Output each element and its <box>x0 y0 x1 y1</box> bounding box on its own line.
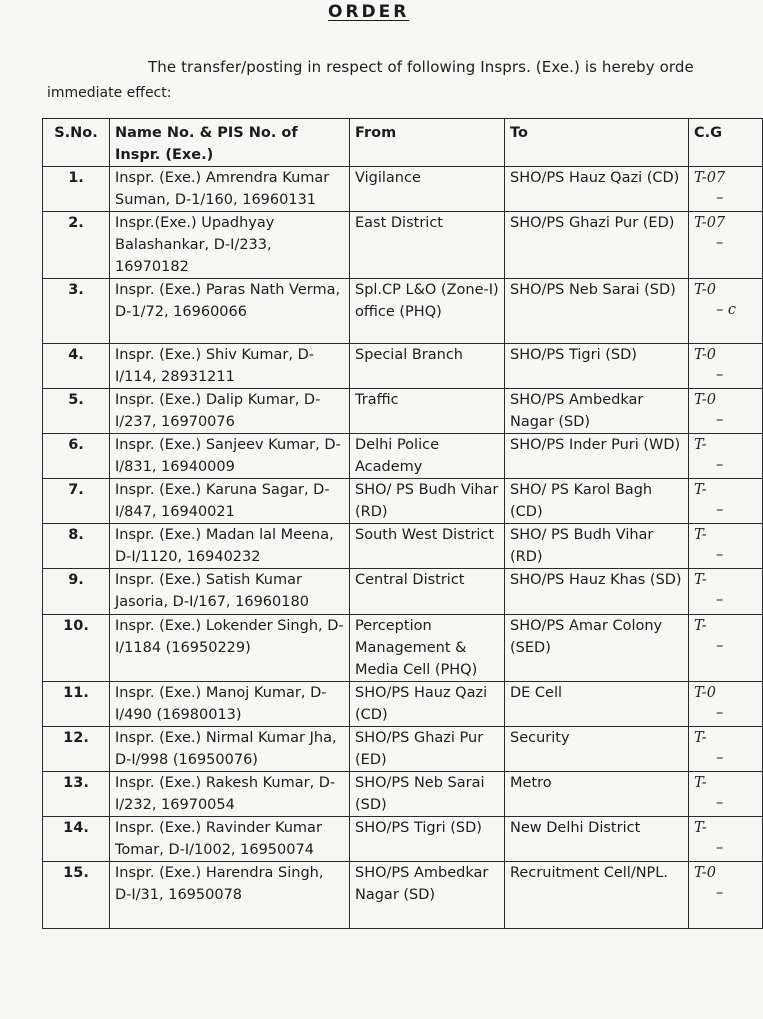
cell-sno: 12. <box>43 727 110 772</box>
cg-line-2: – <box>716 235 724 251</box>
cell-sno: 15. <box>43 862 110 929</box>
cell-to: New Delhi District <box>505 817 689 862</box>
table-row <box>43 167 763 212</box>
cg-line-2: – <box>716 190 724 206</box>
intro-text: The transfer/posting in respect of following Insprs. (Exe.) is hereby orde <box>148 58 694 76</box>
cg-line-1: T-07 <box>694 215 726 231</box>
cell-sno: 2. <box>43 212 110 279</box>
column-header-from: From <box>350 119 505 167</box>
cell-name: Inspr. (Exe.) Paras Nath Verma, D-1/72, 16960066 <box>110 279 350 344</box>
table-row <box>43 862 763 929</box>
table-row <box>43 434 763 479</box>
cell-name: Inspr. (Exe.) Shiv Kumar, D-I/114, 28931211 <box>110 344 350 389</box>
cg-line-2: – <box>716 638 724 654</box>
cell-from: South West District <box>350 524 505 569</box>
cg-line-1: T-0 <box>694 392 716 408</box>
cell-sno: 3. <box>43 279 110 344</box>
transfer-table <box>42 118 763 929</box>
cell-to: DE Cell <box>505 682 689 727</box>
cell-cg-handwritten <box>689 569 763 615</box>
cell-cg-handwritten <box>689 817 763 862</box>
cell-cg-handwritten <box>689 615 763 682</box>
cell-name: Inspr. (Exe.) Sanjeev Kumar, D-I/831, 16940009 <box>110 434 350 479</box>
cg-line-2: – <box>716 412 724 428</box>
cell-to: SHO/PS Neb Sarai (SD) <box>505 279 689 344</box>
cell-sno: 11. <box>43 682 110 727</box>
cg-line-2: – <box>716 750 724 766</box>
cg-line-1: T- <box>694 618 707 634</box>
cg-line-1: T- <box>694 482 707 498</box>
cg-line-1: T-0 <box>694 685 716 701</box>
cg-line-1: T-0 <box>694 347 716 363</box>
cell-name: Inspr. (Exe.) Harendra Singh, D-I/31, 16950078 <box>110 862 350 929</box>
cell-to: SHO/PS Ghazi Pur (ED) <box>505 212 689 279</box>
cell-cg-handwritten <box>689 212 763 279</box>
cell-from: Special Branch <box>350 344 505 389</box>
cell-name: Inspr. (Exe.) Karuna Sagar, D-I/847, 16940021 <box>110 479 350 524</box>
intro-text-continued: immediate effect: <box>47 85 172 101</box>
cell-from: Spl.CP L&O (Zone-I) office (PHQ) <box>350 279 505 344</box>
cg-line-2: – <box>716 885 724 901</box>
table-row <box>43 212 763 279</box>
cell-cg-handwritten <box>689 279 763 344</box>
cg-line-2: – <box>716 840 724 856</box>
table-body <box>43 167 763 929</box>
table-row <box>43 524 763 569</box>
cell-name: Inspr. (Exe.) Ravinder Kumar Tomar, D-I/1002, 16950074 <box>110 817 350 862</box>
cell-from: SHO/PS Tigri (SD) <box>350 817 505 862</box>
cell-name: Inspr. (Exe.) Amrendra Kumar Suman, D-1/160, 16960131 <box>110 167 350 212</box>
column-header-name: Name No. & PIS No. of Inspr. (Exe.) <box>110 119 350 167</box>
cg-line-1: T- <box>694 730 707 746</box>
table-row <box>43 279 763 344</box>
cell-cg-handwritten <box>689 727 763 772</box>
table-row <box>43 772 763 817</box>
cell-from: SHO/PS Hauz Qazi (CD) <box>350 682 505 727</box>
cg-line-2: – <box>716 502 724 518</box>
cg-line-1: T-0 <box>694 865 716 881</box>
table-row <box>43 682 763 727</box>
cell-from: Perception Management & Media Cell (PHQ) <box>350 615 505 682</box>
table-row <box>43 479 763 524</box>
cg-line-2: – <box>716 592 724 608</box>
cell-to: Security <box>505 727 689 772</box>
cell-cg-handwritten <box>689 524 763 569</box>
cg-line-1: T- <box>694 775 707 791</box>
cell-from: Traffic <box>350 389 505 434</box>
cell-name: Inspr. (Exe.) Lokender Singh, D-I/1184 (16950229) <box>110 615 350 682</box>
table-row <box>43 344 763 389</box>
table-row <box>43 615 763 682</box>
cell-name: Inspr. (Exe.) Nirmal Kumar Jha, D-I/998 (16950076) <box>110 727 350 772</box>
table-row <box>43 569 763 615</box>
cell-cg-handwritten <box>689 389 763 434</box>
cell-sno: 4. <box>43 344 110 389</box>
cell-cg-handwritten <box>689 344 763 389</box>
cell-sno: 6. <box>43 434 110 479</box>
cell-cg-handwritten <box>689 167 763 212</box>
cell-sno: 8. <box>43 524 110 569</box>
cg-line-2: – c <box>716 302 736 318</box>
cell-sno: 7. <box>43 479 110 524</box>
cell-name: Inspr. (Exe.) Manoj Kumar, D-I/490 (16980013) <box>110 682 350 727</box>
cg-line-1: T-0 <box>694 282 716 298</box>
table-row <box>43 817 763 862</box>
transfer-table-container <box>42 118 736 930</box>
cell-from: Central District <box>350 569 505 615</box>
cell-name: Inspr. (Exe.) Madan lal Meena, D-I/1120, 16940232 <box>110 524 350 569</box>
cg-line-1: T- <box>694 437 707 453</box>
cell-cg-handwritten <box>689 434 763 479</box>
cell-to: SHO/PS Amar Colony (SED) <box>505 615 689 682</box>
cell-sno: 5. <box>43 389 110 434</box>
cell-name: Inspr. (Exe.) Dalip Kumar, D-I/237, 16970076 <box>110 389 350 434</box>
table-row <box>43 389 763 434</box>
cell-to: Metro <box>505 772 689 817</box>
order-title: ORDER <box>328 2 410 22</box>
cell-from: Delhi Police Academy <box>350 434 505 479</box>
cell-from: SHO/PS Ambedkar Nagar (SD) <box>350 862 505 929</box>
cell-sno: 13. <box>43 772 110 817</box>
cg-line-2: – <box>716 795 724 811</box>
cell-to: SHO/PS Hauz Khas (SD) <box>505 569 689 615</box>
cell-cg-handwritten <box>689 479 763 524</box>
cell-to: Recruitment Cell/NPL. <box>505 862 689 929</box>
cell-from: East District <box>350 212 505 279</box>
cg-line-1: T-07 <box>694 170 726 186</box>
cell-to: SHO/PS Inder Puri (WD) <box>505 434 689 479</box>
column-header-cg: C.G <box>689 119 763 167</box>
cell-from: SHO/PS Neb Sarai (SD) <box>350 772 505 817</box>
cell-to: SHO/ PS Budh Vihar (RD) <box>505 524 689 569</box>
cg-line-1: T- <box>694 527 707 543</box>
cell-name: Inspr. (Exe.) Satish Kumar Jasoria, D-I/167, 16960180 <box>110 569 350 615</box>
table-header-row <box>43 119 763 167</box>
cell-sno: 10. <box>43 615 110 682</box>
cell-cg-handwritten <box>689 772 763 817</box>
cell-name: Inspr.(Exe.) Upadhyay Balashankar, D-I/233, 16970182 <box>110 212 350 279</box>
cg-line-2: – <box>716 457 724 473</box>
cg-line-2: – <box>716 547 724 563</box>
cg-line-2: – <box>716 705 724 721</box>
cell-from: SHO/ PS Budh Vihar (RD) <box>350 479 505 524</box>
cg-line-2: – <box>716 367 724 383</box>
column-header-to: To <box>505 119 689 167</box>
cell-sno: 9. <box>43 569 110 615</box>
column-header-sno: S.No. <box>43 119 110 167</box>
cell-to: SHO/PS Hauz Qazi (CD) <box>505 167 689 212</box>
table-row <box>43 727 763 772</box>
cell-to: SHO/ PS Karol Bagh (CD) <box>505 479 689 524</box>
cell-name: Inspr. (Exe.) Rakesh Kumar, D-I/232, 16970054 <box>110 772 350 817</box>
cell-from: SHO/PS Ghazi Pur (ED) <box>350 727 505 772</box>
cg-line-1: T- <box>694 572 707 588</box>
cell-from: Vigilance <box>350 167 505 212</box>
cell-to: SHO/PS Tigri (SD) <box>505 344 689 389</box>
cell-cg-handwritten <box>689 682 763 727</box>
cell-cg-handwritten <box>689 862 763 929</box>
cell-to: SHO/PS Ambedkar Nagar (SD) <box>505 389 689 434</box>
cell-sno: 14. <box>43 817 110 862</box>
cg-line-1: T- <box>694 820 707 836</box>
cell-sno: 1. <box>43 167 110 212</box>
